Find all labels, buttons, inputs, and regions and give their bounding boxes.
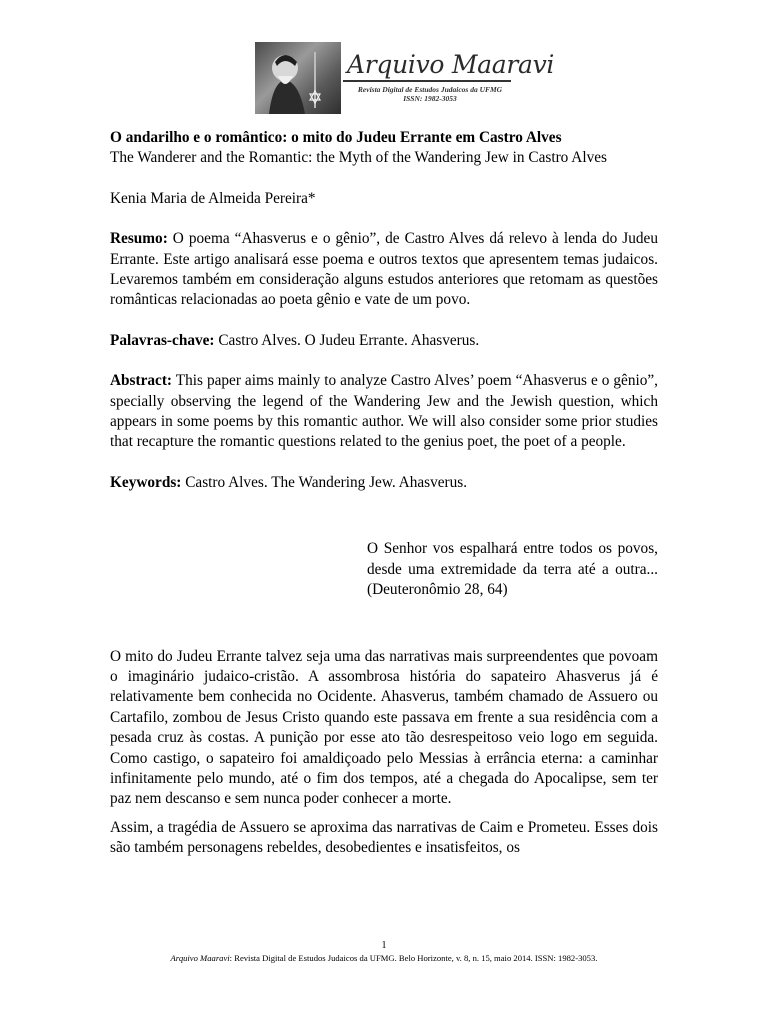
- keywords-paragraph: [110, 473, 658, 493]
- resumo-text: O poema “Ahasverus e o gênio”, de Castro Alves dá relevo à lenda do Judeu Errante. Este artigo analisará esse poema e outros textos que apresentem temas judaicos. Levaremos também em consideração alguns estudos anteriores que retomam as questões românticas relacionadas ao poeta gênio e vate de um povo.: [110, 230, 658, 309]
- footer-citation: [0, 952, 768, 964]
- page-number: 1: [381, 940, 387, 951]
- resumo-label: Resumo:: [110, 230, 168, 248]
- journal-logo-image: [255, 42, 341, 114]
- abstract-label: Abstract:: [110, 372, 173, 390]
- body-paragraph: Assim, a tragédia de Assuero se aproxima das narrativas de Caim e Prometeu. Esses dois são também personagens rebeldes, desobedientes e insatisfeitos, os: [110, 818, 658, 857]
- article-body: [110, 128, 658, 859]
- author-name: Kenia Maria de Almeida Pereira*: [110, 189, 316, 207]
- abstract-paragraph: [110, 371, 658, 453]
- journal-issn: ISSN: 1982-3053: [403, 94, 457, 103]
- palavras-chave-paragraph: [110, 331, 658, 351]
- abstract-text: This paper aims mainly to analyze Castro Alves’ poem “Ahasverus e o gênio”, specially observing the legend of the Wandering Jew and the Jewish question, which appears in some poems by this romantic author. We will also consider some prior studies that recapture the romantic questions related to the genius poet, the poet of a people.: [110, 372, 658, 451]
- palavras-chave-text: Castro Alves. O Judeu Errante. Ahasverus.: [214, 331, 480, 349]
- palavras-chave-label: Palavras-chave:: [110, 331, 215, 349]
- page-footer: [0, 940, 768, 964]
- journal-subtitle: [347, 85, 513, 103]
- journal-subtitle-line1: Revista Digital de Estudos Judaicos da UFMG: [357, 85, 503, 94]
- resumo-paragraph: [110, 229, 658, 311]
- keywords-text: Castro Alves. The Wandering Jew. Ahasverus.: [181, 473, 468, 491]
- keywords-label: Keywords:: [110, 473, 182, 491]
- article-title-en: The Wanderer and the Romantic: the Myth of the Wandering Jew in Castro Alves: [110, 149, 607, 167]
- footer-citation-text: : Revista Digital de Estudos Judaicos da UFMG. Belo Horizonte, v. 8, n. 15, maio 2014. ISSN: 1982-3053.: [229, 953, 598, 963]
- footer-journal-name: Arquivo Maaravi: [170, 953, 230, 963]
- article-title-pt: O andarilho e o romântico: o mito do Judeu Errante em Castro Alves: [110, 129, 562, 146]
- journal-header: [255, 42, 555, 114]
- epigraph-quote: O Senhor vos espalhará entre todos os povos, desde uma extremidade da terra até a outra... (Deuteronômio 28, 64): [367, 540, 658, 599]
- header-divider: [343, 80, 511, 82]
- body-paragraph: O mito do Judeu Errante talvez seja uma das narrativas mais surpreendentes que povoam o imaginário judaico-cristão. A assombrosa história do sapateiro Ahasverus já é relativamente bem conhecida no Ocidente. Ahasverus, também chamado de Assuero ou Cartafilo, zombou de Jesus Cristo quando este passava em frente a sua residência com a pesada cruz às costas. A punição por esse ato tão desrespeitoso veio logo em seguida. Como castigo, o sapateiro foi amaldiçoado pelo Messias à errância eterna: a caminhar infinitamente pelo mundo, até o fim dos tempos, até a chegada do Apocalipse, sem ter paz nem descanso e sem nunca poder conhecer a morte.: [110, 647, 658, 808]
- journal-title: Arquivo Maaravi: [347, 50, 555, 79]
